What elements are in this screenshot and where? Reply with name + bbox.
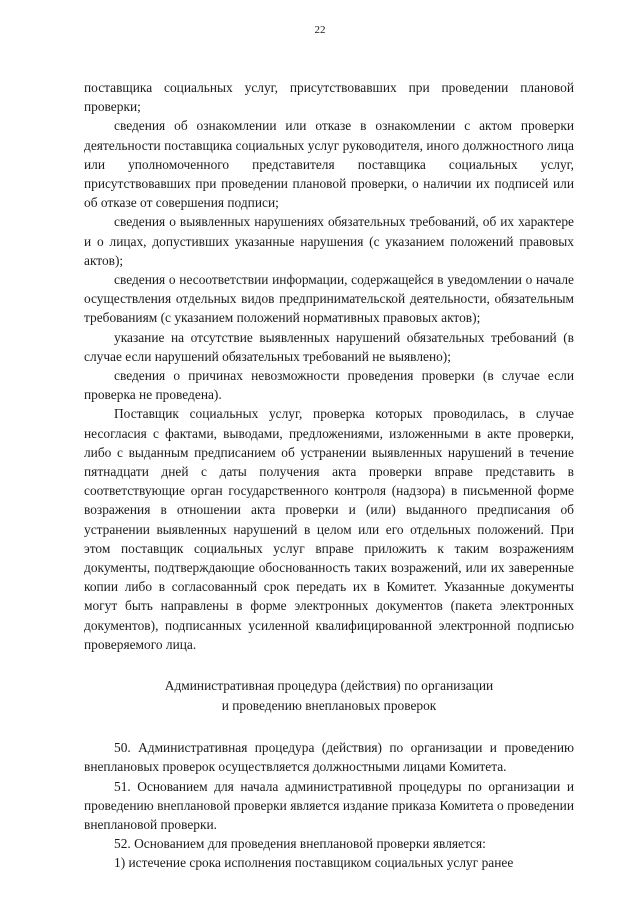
paragraphs-top xyxy=(84,78,574,654)
paragraph: 1) истечение срока исполнения поставщиком социальных услуг ранее xyxy=(114,855,514,871)
paragraphs-bottom xyxy=(84,738,574,872)
section-heading-line: и проведению внеплановых проверок xyxy=(221,698,437,714)
document-body xyxy=(84,78,574,873)
paragraph: сведения об ознакомлении или отказе в ознакомлении с актом проверки деятельности поставщика социальных услуг руководителя, иного должностного лица или уполномоченного представителя поставщика социальных услуг, присутствовавших при проведении плановой проверки, о наличии их подписей или об отказе от совершения подписи; xyxy=(84,118,574,211)
paragraph: Поставщик социальных услуг, проверка которых проводилась, в случае несогласия с фактами, выводами, предложениями, изложенными в акте проверки, либо с выданным предписанием об устранении выявленных нарушений в течение пятнадцати дней с даты получения акта проверки вправе представить в соответствующие орган государственного контроля (надзора) в письменной форме возражения в отношении акта проверки и (или) выданного предписания об устранении выявленных нарушений в целом или его отдельных положений. При этом поставщик социальных услуг вправе приложить к таким возражениям документы, подтверждающие обоснованность таких возражений, или их заверенные копии либо в согласованный срок передать их в Комитет. Указанные документы могут быть направлены в форме электронных документов (пакета электронных документов), подписанных усиленной квалифицированной электронной подписью проверяемого лица. xyxy=(84,406,574,652)
page-number: 22 xyxy=(314,24,326,36)
paragraph: указание на отсутствие выявленных нарушений обязательных требований (в случае если нарушений обязательных требований не выявлено); xyxy=(84,329,574,364)
paragraph: сведения о выявленных нарушениях обязательных требований, об их характере и о лицах, допустивших указанные нарушения (с указанием положений правовых актов); xyxy=(84,214,574,268)
paragraph: 51. Основанием для начала административной процедуры по организации и проведению внеплановой проверки является издание приказа Комитета о проведении внеплановой проверки. xyxy=(84,778,574,832)
paragraph: поставщика социальных услуг, присутствовавших при проведении плановой проверки; xyxy=(84,80,574,115)
paragraph: сведения о несоответствии информации, содержащейся в уведомлении о начале осуществления отдельных видов предпринимательской деятельности, обязательным требованиям (с указанием положений нормативных правовых актов); xyxy=(84,272,574,326)
paragraph: 52. Основанием для проведения внеплановой проверки является: xyxy=(114,836,486,852)
section-heading-line: Административная процедура (действия) по организации xyxy=(164,678,494,694)
paragraph: 50. Административная процедура (действия) по организации и проведению внеплановых проверок осуществляется должностными лицами Комитета. xyxy=(84,740,574,775)
section-heading xyxy=(84,676,574,716)
paragraph: сведения о причинах невозможности проведения проверки (в случае если проверка не проведена). xyxy=(84,368,574,403)
